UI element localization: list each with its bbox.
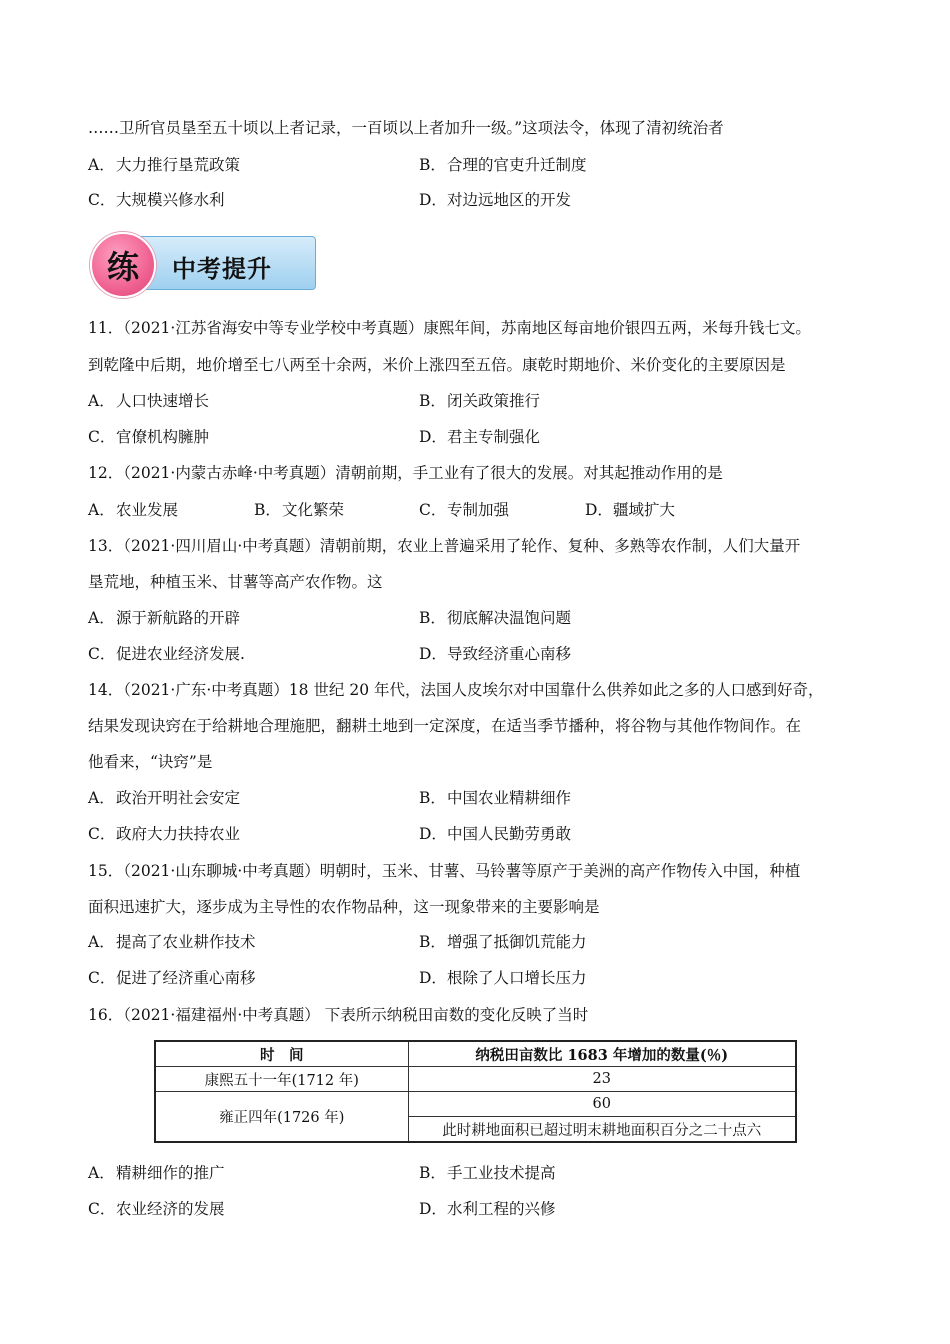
question-13-line-2: 垦荒地，种植玉米、甘薯等高产农作物。这 — [88, 573, 383, 591]
q15-option-d[interactable]: D．根除了人口增长压力 — [419, 969, 587, 987]
q16-option-c[interactable]: C．农业经济的发展 — [88, 1200, 225, 1218]
q12-option-d[interactable]: D．疆域扩大 — [585, 501, 676, 519]
q12-option-c[interactable]: C．专制加强 — [419, 501, 510, 519]
question-14-line-2: 结果发现诀窍在于给耕地合理施肥，翻耕土地到一定深度，在适当季节播种，将谷物与其他作物间作。在 — [88, 717, 802, 735]
question-11-line-1: 11．（2021·江苏省海安中等专业学校中考真题）康熙年间，苏南地区每亩地价银四五两，米每升钱七文。 — [88, 319, 811, 337]
question-14-line-3: 他看来，“诀窍”是 — [88, 753, 213, 771]
question-15-line-1: 15．（2021·山东聊城·中考真题）明朝时，玉米、甘薯、马铃薯等原产于美洲的高产作物传入中国，种植 — [88, 862, 801, 880]
data-table — [154, 1040, 797, 1143]
q13-option-a[interactable]: A．源于新航路的开辟 — [88, 609, 241, 627]
q11-option-d[interactable]: D．君主专制强化 — [419, 428, 541, 446]
question-15-line-2: 面积迅速扩大，逐步成为主导性的农作物品种，这一现象带来的主要影响是 — [88, 898, 600, 916]
option-c[interactable]: C．大规模兴修水利 — [88, 191, 225, 209]
question-13-line-1: 13．（2021·四川眉山·中考真题）清朝前期，农业上普遍采用了轮作、复种、多熟等农作制，人们大量开 — [88, 537, 801, 555]
table-cell-value: 23 — [408, 1067, 796, 1092]
q14-option-b[interactable]: B．中国农业精耕细作 — [419, 789, 572, 807]
table-row — [155, 1067, 796, 1092]
q13-option-d[interactable]: D．导致经济重心南移 — [419, 645, 572, 663]
table-cell-value: 60 — [408, 1092, 796, 1117]
question-12-line-1: 12．（2021·内蒙古赤峰·中考真题）清朝前期，手工业有了很大的发展。对其起推动作用的是 — [88, 464, 723, 482]
q16-option-a[interactable]: A．精耕细作的推广 — [88, 1164, 225, 1182]
table-cell-time: 雍正四年(1726 年) — [155, 1092, 408, 1143]
q14-option-d[interactable]: D．中国人民勤劳勇敢 — [419, 825, 572, 843]
section-banner — [90, 232, 314, 292]
option-d[interactable]: D．对边远地区的开发 — [419, 191, 572, 209]
q16-option-d[interactable]: D．水利工程的兴修 — [419, 1200, 556, 1218]
q15-option-b[interactable]: B．增强了抵御饥荒能力 — [419, 933, 587, 951]
q12-option-b[interactable]: B．文化繁荣 — [254, 501, 345, 519]
q13-option-b[interactable]: B．彻底解决温饱问题 — [419, 609, 572, 627]
table-header-time: 时 间 — [155, 1041, 408, 1067]
table-header-increase: 纳税田亩数比 1683 年增加的数量(％) — [408, 1041, 796, 1067]
q14-option-a[interactable]: A．政治开明社会安定 — [88, 789, 241, 807]
question-text-line: ……卫所官员垦至五十顷以上者记录，一百顷以上者加升一级。”这项法令，体现了清初统治者 — [88, 119, 724, 137]
q14-option-c[interactable]: C．政府大力扶持农业 — [88, 825, 241, 843]
q11-option-a[interactable]: A．人口快速增长 — [88, 392, 210, 410]
table-cell-time: 康熙五十一年(1712 年) — [155, 1067, 408, 1092]
banner-badge: 练 — [90, 232, 156, 298]
table-row — [155, 1092, 796, 1117]
banner-title: 中考提升 — [172, 255, 272, 283]
question-16-line-1: 16．（2021·福建福州·中考真题） 下表所示纳税田亩数的变化反映了当时 — [88, 1006, 589, 1024]
q15-option-c[interactable]: C．促进了经济重心南移 — [88, 969, 256, 987]
q16-option-b[interactable]: B．手工业技术提高 — [419, 1164, 556, 1182]
option-a[interactable]: A．大力推行垦荒政策 — [88, 156, 241, 174]
question-14-line-1: 14．（2021·广东·中考真题）18 世纪 20 年代，法国人皮埃尔对中国靠什么供养如此之多的人口感到好奇， — [88, 681, 824, 699]
option-b[interactable]: B．合理的官吏升迁制度 — [419, 156, 587, 174]
question-11-line-2: 到乾隆中后期，地价增至七八两至十余两，米价上涨四至五倍。康乾时期地价、米价变化的主要原因是 — [88, 356, 786, 374]
table-header-row — [155, 1041, 796, 1067]
q11-option-b[interactable]: B．闭关政策推行 — [419, 392, 541, 410]
table-cell-note: 此时耕地面积已超过明末耕地面积百分之二十点六 — [408, 1117, 796, 1143]
q12-option-a[interactable]: A．农业发展 — [88, 501, 179, 519]
q11-option-c[interactable]: C．官僚机构臃肿 — [88, 428, 210, 446]
q13-option-c[interactable]: C．促进农业经济发展. — [88, 645, 245, 663]
q15-option-a[interactable]: A．提高了农业耕作技术 — [88, 933, 256, 951]
